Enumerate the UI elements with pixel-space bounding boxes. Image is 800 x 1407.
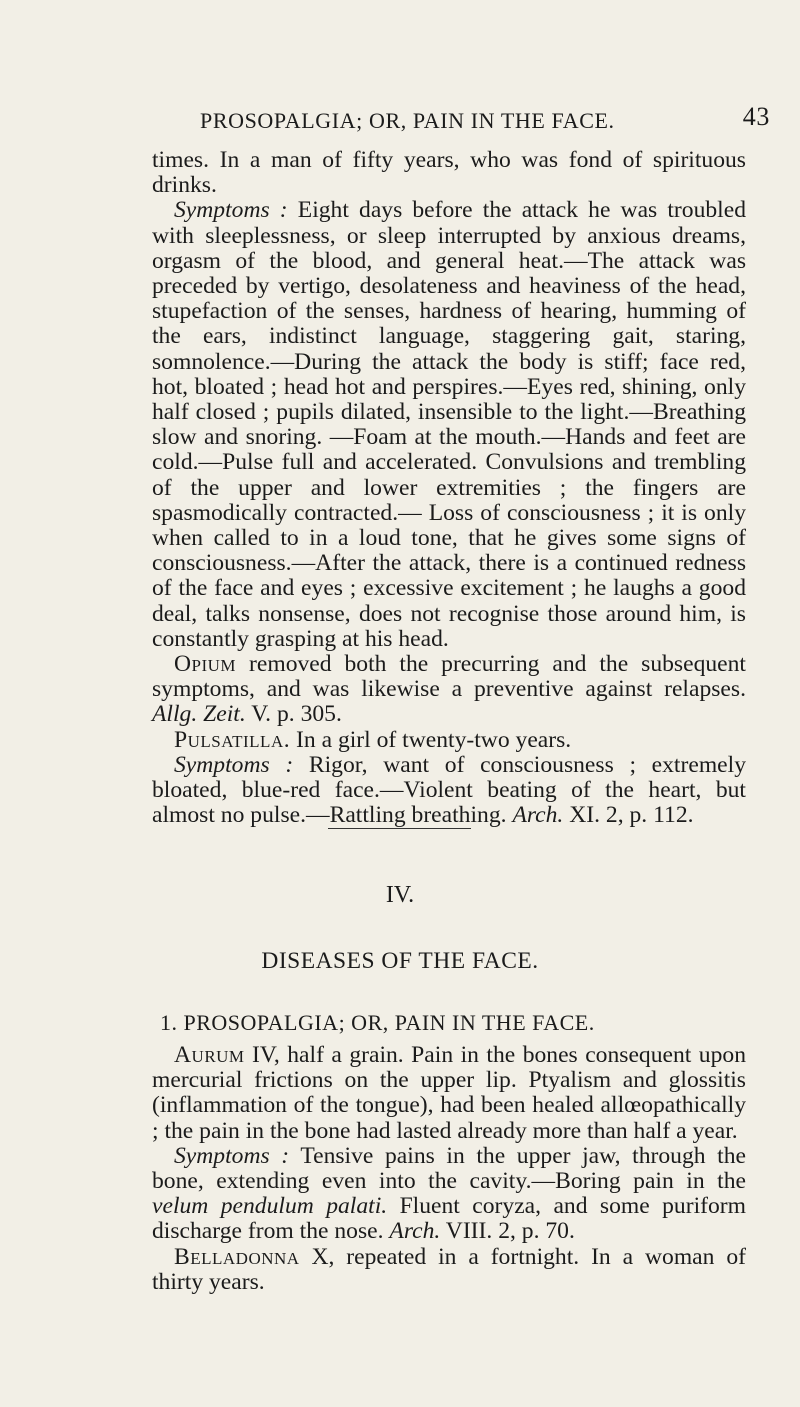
- body-text-bottom: [152, 1043, 746, 1295]
- section-divider: [328, 828, 471, 829]
- section-title: DISEASES OF THE FACE.: [261, 948, 539, 974]
- symptoms-label: Symptoms :: [174, 1142, 290, 1169]
- running-title: PROSOPALGIA; OR, PAIN IN THE FACE.: [200, 108, 615, 133]
- remedy-name: Pulsatilla.: [174, 726, 291, 753]
- paragraph-text: times. In a man of fifty years, who was fond of spirituous drinks.: [152, 147, 746, 199]
- paragraph-symptoms: [152, 753, 746, 829]
- paragraph-remedy: [152, 1245, 746, 1295]
- paragraph-text: Fluent coryza, and some puriform discharge from the nose.: [152, 1193, 746, 1245]
- paragraph-text: Rigor, want of consciousness ; extremely bloated, blue-red face.—Violent beating of the heart, but almost no pulse.—Rattling breathing.: [152, 751, 746, 829]
- remedy-name: Opium: [174, 651, 237, 678]
- symptoms-label: Symptoms :: [174, 197, 288, 224]
- running-head: [200, 102, 780, 134]
- paragraph-text: Tensive pains in the upper jaw, through the bone, extending even into the cavity.—Boring pain in the: [152, 1142, 747, 1195]
- citation: Allg. Zeit.: [152, 701, 246, 728]
- paragraph-symptoms: [152, 198, 746, 652]
- body-text-top: [152, 148, 746, 828]
- paragraph-remedy: [152, 1043, 746, 1144]
- paragraph-remedy: [152, 728, 746, 753]
- remedy-name: Aurum: [174, 1042, 245, 1068]
- citation-tail: V. p. 305.: [245, 701, 342, 728]
- citation: Arch.: [512, 802, 564, 829]
- page-number: 43: [742, 102, 770, 131]
- paragraph-text: IV, half a grain. Pain in the bones consequent upon mercurial frictions on the upper lip. Ptyalism and glossitis (inflammation of the tongue), had been healed allœopathically ; the pain in the bone had lasted already more than half a year.: [152, 1042, 746, 1144]
- paragraph-text: Eight days before the attack he was troubled with sleeplessness, or sleep interrupted by anxious dreams, orgasm of the blood, and general heat.—The attack was preceded by vertigo, desolateness and heaviness of the head, stupefaction of the senses, hardness of hearing, humming of the ears, indistinct language, staggering gait, staring, somnolence.—During the attack the body is stiff; face red, hot, bloated ; head hot and perspires.—Eyes red, shining, only half closed ; pupils dilated, insensible to the light.—Breathing slow and snoring. —Foam at the mouth.—Hands and feet are cold.—Pulse full and accelerated. Convulsions and trembling of the upper and lower extremities ; the fingers are spasmodically contracted.— Loss of consciousness ; it is only when called to in a loud tone, that he gives some signs of consciousness.—After the attack, there is a continued redness of the face and eyes ; excessive excitement ; he laughs a good deal, talks nonsense, does not recognise those around him, is constantly grasping at his head.: [152, 197, 746, 652]
- remedy-name: Belladonna: [174, 1243, 300, 1270]
- subsection-title: 1. PROSOPALGIA; OR, PAIN IN THE FACE.: [160, 1010, 595, 1035]
- paragraph: [152, 148, 746, 198]
- citation: Arch.: [389, 1218, 441, 1245]
- paragraph-text: X, repeated in a fortnight. In a woman of thirty years.: [152, 1243, 746, 1295]
- paragraph-symptoms: [152, 1144, 746, 1245]
- section-number: IV.: [385, 882, 415, 908]
- paragraph-remedy: [152, 652, 746, 728]
- paragraph-text: In a girl of twenty-two years.: [290, 726, 572, 753]
- symptoms-label: Symptoms :: [174, 751, 294, 778]
- latin-term: velum pendulum palati.: [152, 1193, 388, 1220]
- paragraph-text: removed both the precurring and the subsequent symptoms, and was likewise a preventive against relapses.: [152, 651, 746, 703]
- citation-tail: VIII. 2, p. 70.: [440, 1218, 575, 1245]
- citation-tail: XI. 2, p. 112.: [563, 802, 694, 829]
